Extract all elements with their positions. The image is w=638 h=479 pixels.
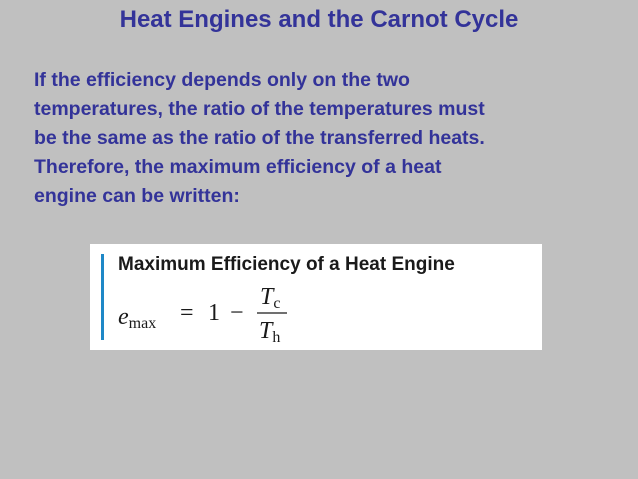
body-line: Therefore, the maximum efficiency of a heat [34,156,442,178]
efficiency-formula [118,280,358,346]
formula-denominator-subscript: h [272,329,281,346]
equation-title: Maximum Efficiency of a Heat Engine [118,254,455,275]
equation-box [90,244,542,350]
formula-lhs-subscript: max [128,315,157,332]
formula-one: 1 [208,300,220,326]
slide-body [34,66,634,211]
formula-denominator [259,318,280,346]
body-line: be the same as the ratio of the transferred heats. [34,127,485,149]
body-line: If the efficiency depends only on the two [34,69,410,91]
formula-numerator-symbol: T [260,284,274,310]
body-line: temperatures, the ratio of the temperatures must [34,98,485,120]
equation-accent-bar [101,254,104,340]
body-line: engine can be written: [34,185,240,207]
formula-numerator-subscript: c [273,295,281,312]
formula-equals: = [180,300,194,326]
formula-denominator-symbol: T [259,318,273,344]
slide-title: Heat Engines and the Carnot Cycle [119,6,519,33]
formula-minus: − [230,300,244,326]
formula-lhs [118,304,156,332]
formula-numerator [260,284,280,312]
formula-lhs-symbol: e [118,304,129,330]
